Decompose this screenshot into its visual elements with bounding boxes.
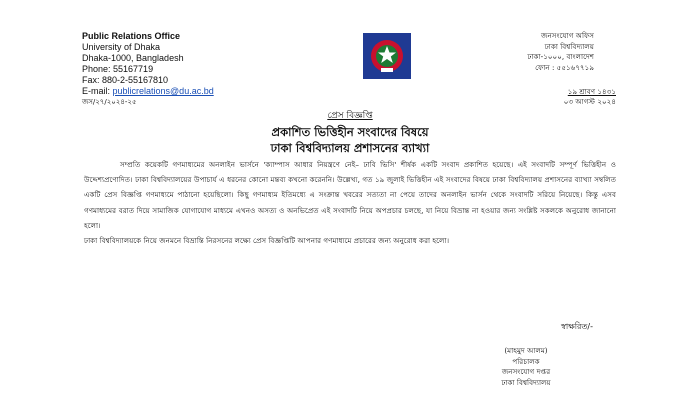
email-line [82, 86, 332, 97]
body-text [84, 157, 616, 248]
date-block [564, 87, 616, 107]
signatory-name: (মাহমুদ আলম) [504, 346, 548, 355]
bangla-date: ১৯ শ্রাবণ ১৪৩১ [567, 87, 616, 96]
university-seal-icon [362, 32, 412, 80]
paragraph-1: সম্প্রতি কয়েকটি গণমাধ্যমের অনলাইন ভার্সনে 'ক্যাম্পাস আধার নিয়ন্ত্রণে নেই– ঢাবি ভিসি' শীর্ষক একটি সংবাদ প্রকাশিত হয়েছে। এই সংবাদটি সম্পূর্ণ ভিত্তিহীন ও উদ্দেশ্যপ্রণোদিত। ঢাকা বিশ্ববিদ্যালয়ের উপাচার্য এ ধরনের কোনো মন্তব্য কখনো করেননি। উল্লেখ্য, গত ১৯ জুলাই ভিত্তিহীন এই সংবাদের বিষয়ে ঢাকা বিশ্ববিদ্যালয় প্রশাসনের ব্যাখ্যা সম্বলিত একটি প্রেস বিজ্ঞপ্তি গণমাধ্যমে পাঠানো হয়েছিলো। কিছু গণমাধ্যম ইতিমধ্যে এ সংক্রান্ত খবরের সত্যতা না পেয়ে তাদের অনলাইন ভার্সন থেকে সংবাদটি সরিয়ে নিয়েছে। কিন্তু এসব গণমাধ্যমের বরাত দিয়ে সামাজিক যোগাযোগ মাধ্যমে এখনও অসত্য ও অনভিপ্রেত এই সংবাদটি নিয়ে অপপ্রচার চলছে, যা নিয়ে বিভ্রান্ত না হওয়ার জন্য সংশ্লিষ্ট সকলকে অনুরোধ জানানো হলো। [84, 160, 616, 230]
office-name: Public Relations Office [82, 31, 181, 41]
english-letterhead [82, 31, 332, 108]
email-link[interactable]: publicrelations@du.ac.bd [112, 86, 214, 96]
address: Dhaka-1000, Bangladesh [82, 53, 184, 63]
signatory-university: ঢাকা বিশ্ববিদ্যালয় [501, 377, 551, 387]
email-label: E-mail: [82, 86, 113, 96]
signatory-office: জনসংযোগ দপ্তর [501, 367, 551, 376]
press-release-label: প্রেস বিজ্ঞপ্তি [327, 111, 373, 121]
english-date: ০৩ আগস্ট ২০২৪ [563, 97, 616, 106]
fax-number: Fax: 880-2-55167810 [82, 75, 169, 85]
university-name-bangla: ঢাকা বিশ্ববিদ্যালয় [544, 41, 594, 51]
paragraph-2: ঢাকা বিশ্ববিদ্যালয়কে নিয়ে জনমনে বিভ্রান্তি নিরসনের লক্ষ্যে প্রেস বিজ্ঞপ্তিটি আপনার গণমাধ্যমে প্রচারের জন্য অনুরোধ করা হলো। [84, 236, 450, 246]
reference-number: জস/২৭/২০২৪-২৫ [82, 98, 137, 106]
bangla-letterhead [527, 31, 594, 73]
address-bangla: ঢাকা-১০০০, বাংলাদেশ [527, 52, 594, 61]
phone-bangla: ফোন : ৫৫১৬৭৭১৯ [535, 62, 594, 72]
university-name: University of Dhaka [82, 42, 161, 52]
office-name-bangla: জনসংযোগ অফিস [541, 31, 594, 40]
title-line-2: ঢাকা বিশ্ববিদ্যালয় প্রশাসনের ব্যাখ্যা [270, 141, 430, 155]
signature-block [456, 346, 596, 388]
signed-label: স্বাক্ষরিত/- [561, 322, 593, 331]
signatory-designation: পরিচালক [512, 356, 540, 366]
title-line-1: প্রকাশিত ভিত্তিহীন সংবাদের বিষয়ে [271, 125, 429, 139]
phone-number: Phone: 55167719 [82, 64, 154, 74]
